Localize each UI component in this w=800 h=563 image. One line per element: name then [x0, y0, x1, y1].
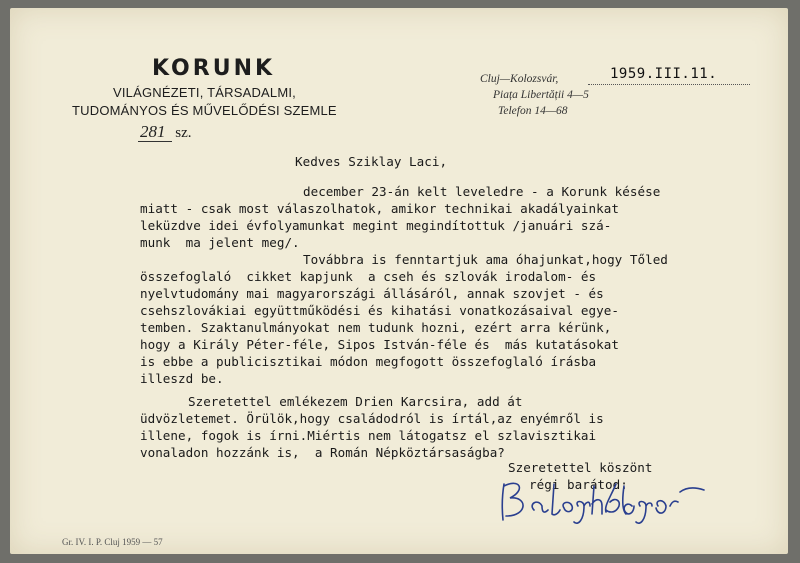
- letter-line: temben. Szaktanulmányokat nem tudunk hozni, ezért arra kérünk,: [140, 320, 612, 335]
- date-dotted-line: [588, 84, 750, 85]
- letter-line: december 23-án kelt leveledre - a Korunk késése: [303, 184, 661, 199]
- salutation: Kedves Sziklay Laci,: [295, 154, 448, 169]
- letter-line: munk ma jelent meg/.: [140, 235, 300, 250]
- handwritten-signature: [498, 476, 738, 526]
- letter-line: összefoglaló cikket kapjunk a cseh és szlovák irodalom- és: [140, 269, 597, 284]
- letter-line: leküzdve idei évfolyamunkat megint megindítottuk /januári szá-: [140, 218, 612, 233]
- closing-line-2: régi barátod:: [529, 477, 628, 492]
- letterhead-street: Piața Libertății 4—5: [493, 89, 589, 101]
- reference-number-value: 281: [138, 122, 172, 142]
- letter-line: illene, fogok is írni.Miértis nem látogatsz el szlavisztikai: [140, 428, 597, 443]
- letter-line: vonaladon hozzánk is, a Román Népköztársaságba?: [140, 445, 505, 460]
- letter-line: hogy a Király Péter-féle, Sipos István-féle és más kutatásokat: [140, 337, 619, 352]
- letter-line: is ebbe a publicisztikai módon megfogott összefoglaló írásba: [140, 354, 597, 369]
- letter-line: Továbbra is fenntartjuk ama óhajunkat,hogy Tőled: [303, 252, 668, 267]
- letterhead-subtitle-2: TUDOMÁNYOS ÉS MŰVELŐDÉSI SZEMLE: [72, 103, 337, 118]
- letter-line: csehszlovákiai együttműködési és kihatási vonatkozásaival egye-: [140, 303, 619, 318]
- letter-paper: [10, 8, 788, 554]
- letter-line: miatt - csak most válaszolhatok, amikor technikai akadályainkat: [140, 201, 619, 216]
- letterhead-title: KORUNK: [152, 56, 276, 81]
- closing-line-1: Szeretettel köszönt: [508, 460, 653, 475]
- letter-line: illeszd be.: [140, 371, 224, 386]
- reference-suffix: sz.: [175, 125, 192, 141]
- letterhead-subtitle-1: VILÁGNÉZETI, TÁRSADALMI,: [113, 85, 296, 100]
- letter-line: üdvözletemet. Örülök,hogy családodról is írtál,az enyémről is: [140, 411, 604, 426]
- print-footer: Gr. IV. I. P. Cluj 1959 — 57: [62, 537, 163, 547]
- letterhead-phone: Telefon 14—68: [498, 105, 568, 117]
- letterhead-city: Cluj—Kolozsvár,: [480, 73, 559, 85]
- letter-date: 1959.III.11.: [610, 66, 718, 82]
- letter-line: nyelvtudomány mai magyarországi állásáról, annak szovjet - és: [140, 286, 604, 301]
- reference-number: [138, 122, 192, 142]
- letter-line: Szeretettel emlékezem Drien Karcsira, add át: [188, 394, 523, 409]
